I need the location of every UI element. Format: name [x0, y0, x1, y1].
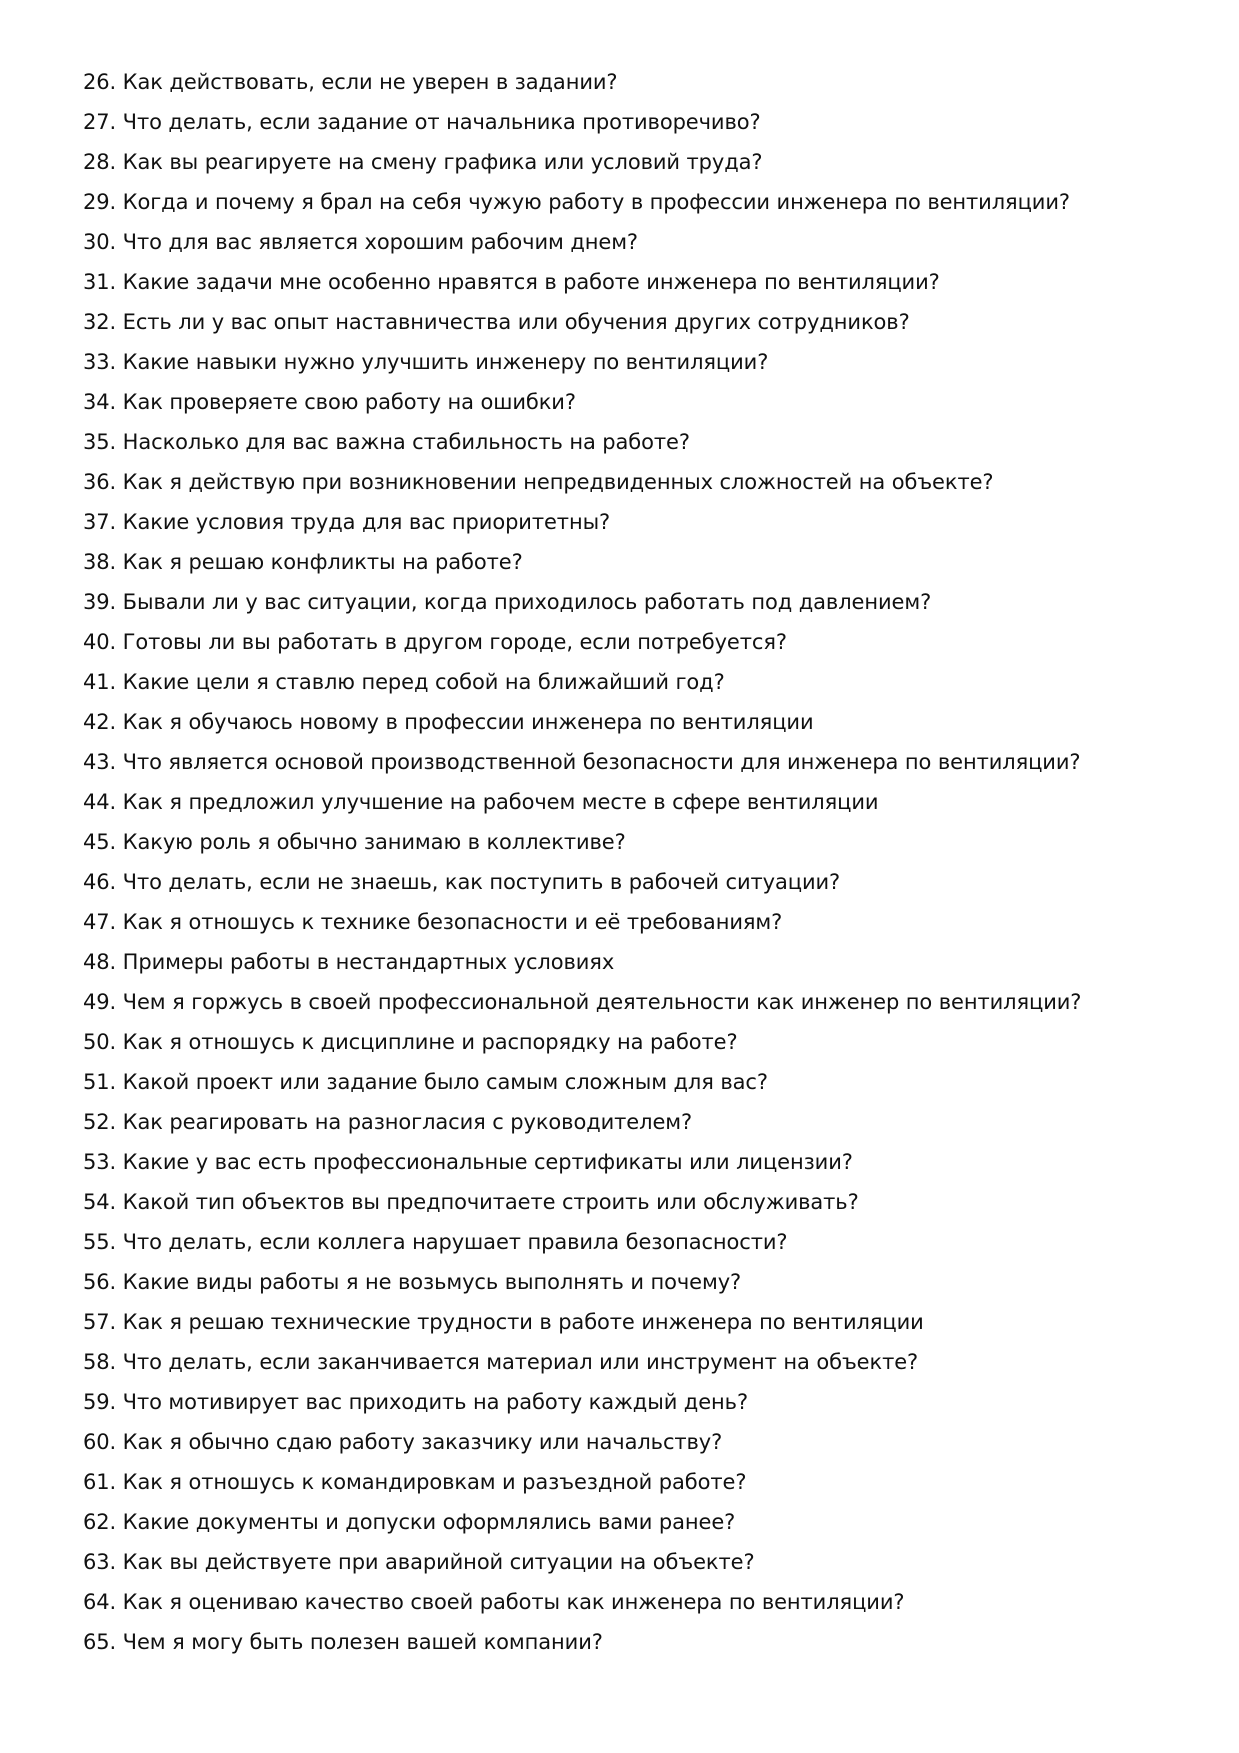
question-item: 65. Чем я могу быть полезен вашей компании? [83, 1630, 603, 1654]
question-item: 39. Бывали ли у вас ситуации, когда приходилось работать под давлением? [83, 590, 932, 614]
question-item: 38. Как я решаю конфликты на работе? [83, 550, 523, 574]
question-item: 29. Когда и почему я брал на себя чужую работу в профессии инженера по вентиляции? [83, 190, 1070, 214]
question-item: 37. Какие условия труда для вас приоритетны? [83, 510, 611, 534]
question-item: 62. Какие документы и допуски оформлялись вами ранее? [83, 1510, 736, 1534]
question-item: 49. Чем я горжусь в своей профессиональной деятельности как инженер по вентиляции? [83, 990, 1082, 1014]
question-item: 43. Что является основой производственной безопасности для инженера по вентиляции? [83, 750, 1081, 774]
question-item: 56. Какие виды работы я не возьмусь выполнять и почему? [83, 1270, 742, 1294]
question-item: 42. Как я обучаюсь новому в профессии инженера по вентиляции [83, 710, 814, 734]
question-item: 52. Как реагировать на разногласия с руководителем? [83, 1110, 693, 1134]
question-item: 40. Готовы ли вы работать в другом городе, если потребуется? [83, 630, 787, 654]
question-item: 51. Какой проект или задание было самым сложным для вас? [83, 1070, 768, 1094]
question-item: 55. Что делать, если коллега нарушает правила безопасности? [83, 1230, 788, 1254]
question-item: 61. Как я отношусь к командировкам и разъездной работе? [83, 1470, 747, 1494]
question-item: 64. Как я оцениваю качество своей работы как инженера по вентиляции? [83, 1590, 905, 1614]
question-item: 54. Какой тип объектов вы предпочитаете строить или обслуживать? [83, 1190, 859, 1214]
question-item: 59. Что мотивирует вас приходить на работу каждый день? [83, 1390, 749, 1414]
question-item: 34. Как проверяете свою работу на ошибки? [83, 390, 576, 414]
question-item: 35. Насколько для вас важна стабильность на работе? [83, 430, 690, 454]
question-item: 27. Что делать, если задание от начальника противоречиво? [83, 110, 761, 134]
question-item: 32. Есть ли у вас опыт наставничества или обучения других сотрудников? [83, 310, 910, 334]
question-item: 60. Как я обычно сдаю работу заказчику или начальству? [83, 1430, 723, 1454]
question-list [83, 62, 1183, 1662]
question-item: 36. Как я действую при возникновении непредвиденных сложностей на объекте? [83, 470, 994, 494]
question-item: 58. Что делать, если заканчивается материал или инструмент на объекте? [83, 1350, 919, 1374]
question-item: 46. Что делать, если не знаешь, как поступить в рабочей ситуации? [83, 870, 841, 894]
question-item: 44. Как я предложил улучшение на рабочем месте в сфере вентиляции [83, 790, 879, 814]
question-item: 26. Как действовать, если не уверен в задании? [83, 70, 618, 94]
question-item: 47. Как я отношусь к технике безопасности и её требованиям? [83, 910, 783, 934]
question-item: 45. Какую роль я обычно занимаю в коллективе? [83, 830, 626, 854]
question-item: 63. Как вы действуете при аварийной ситуации на объекте? [83, 1550, 755, 1574]
question-item: 48. Примеры работы в нестандартных условиях [83, 950, 615, 974]
question-item: 33. Какие навыки нужно улучшить инженеру по вентиляции? [83, 350, 769, 374]
question-item: 57. Как я решаю технические трудности в работе инженера по вентиляции [83, 1310, 924, 1334]
question-item: 53. Какие у вас есть профессиональные сертификаты или лицензии? [83, 1150, 853, 1174]
question-item: 31. Какие задачи мне особенно нравятся в работе инженера по вентиляции? [83, 270, 940, 294]
question-item: 30. Что для вас является хорошим рабочим днем? [83, 230, 638, 254]
question-item: 41. Какие цели я ставлю перед собой на ближайший год? [83, 670, 725, 694]
question-item: 50. Как я отношусь к дисциплине и распорядку на работе? [83, 1030, 738, 1054]
question-item: 28. Как вы реагируете на смену графика или условий труда? [83, 150, 763, 174]
